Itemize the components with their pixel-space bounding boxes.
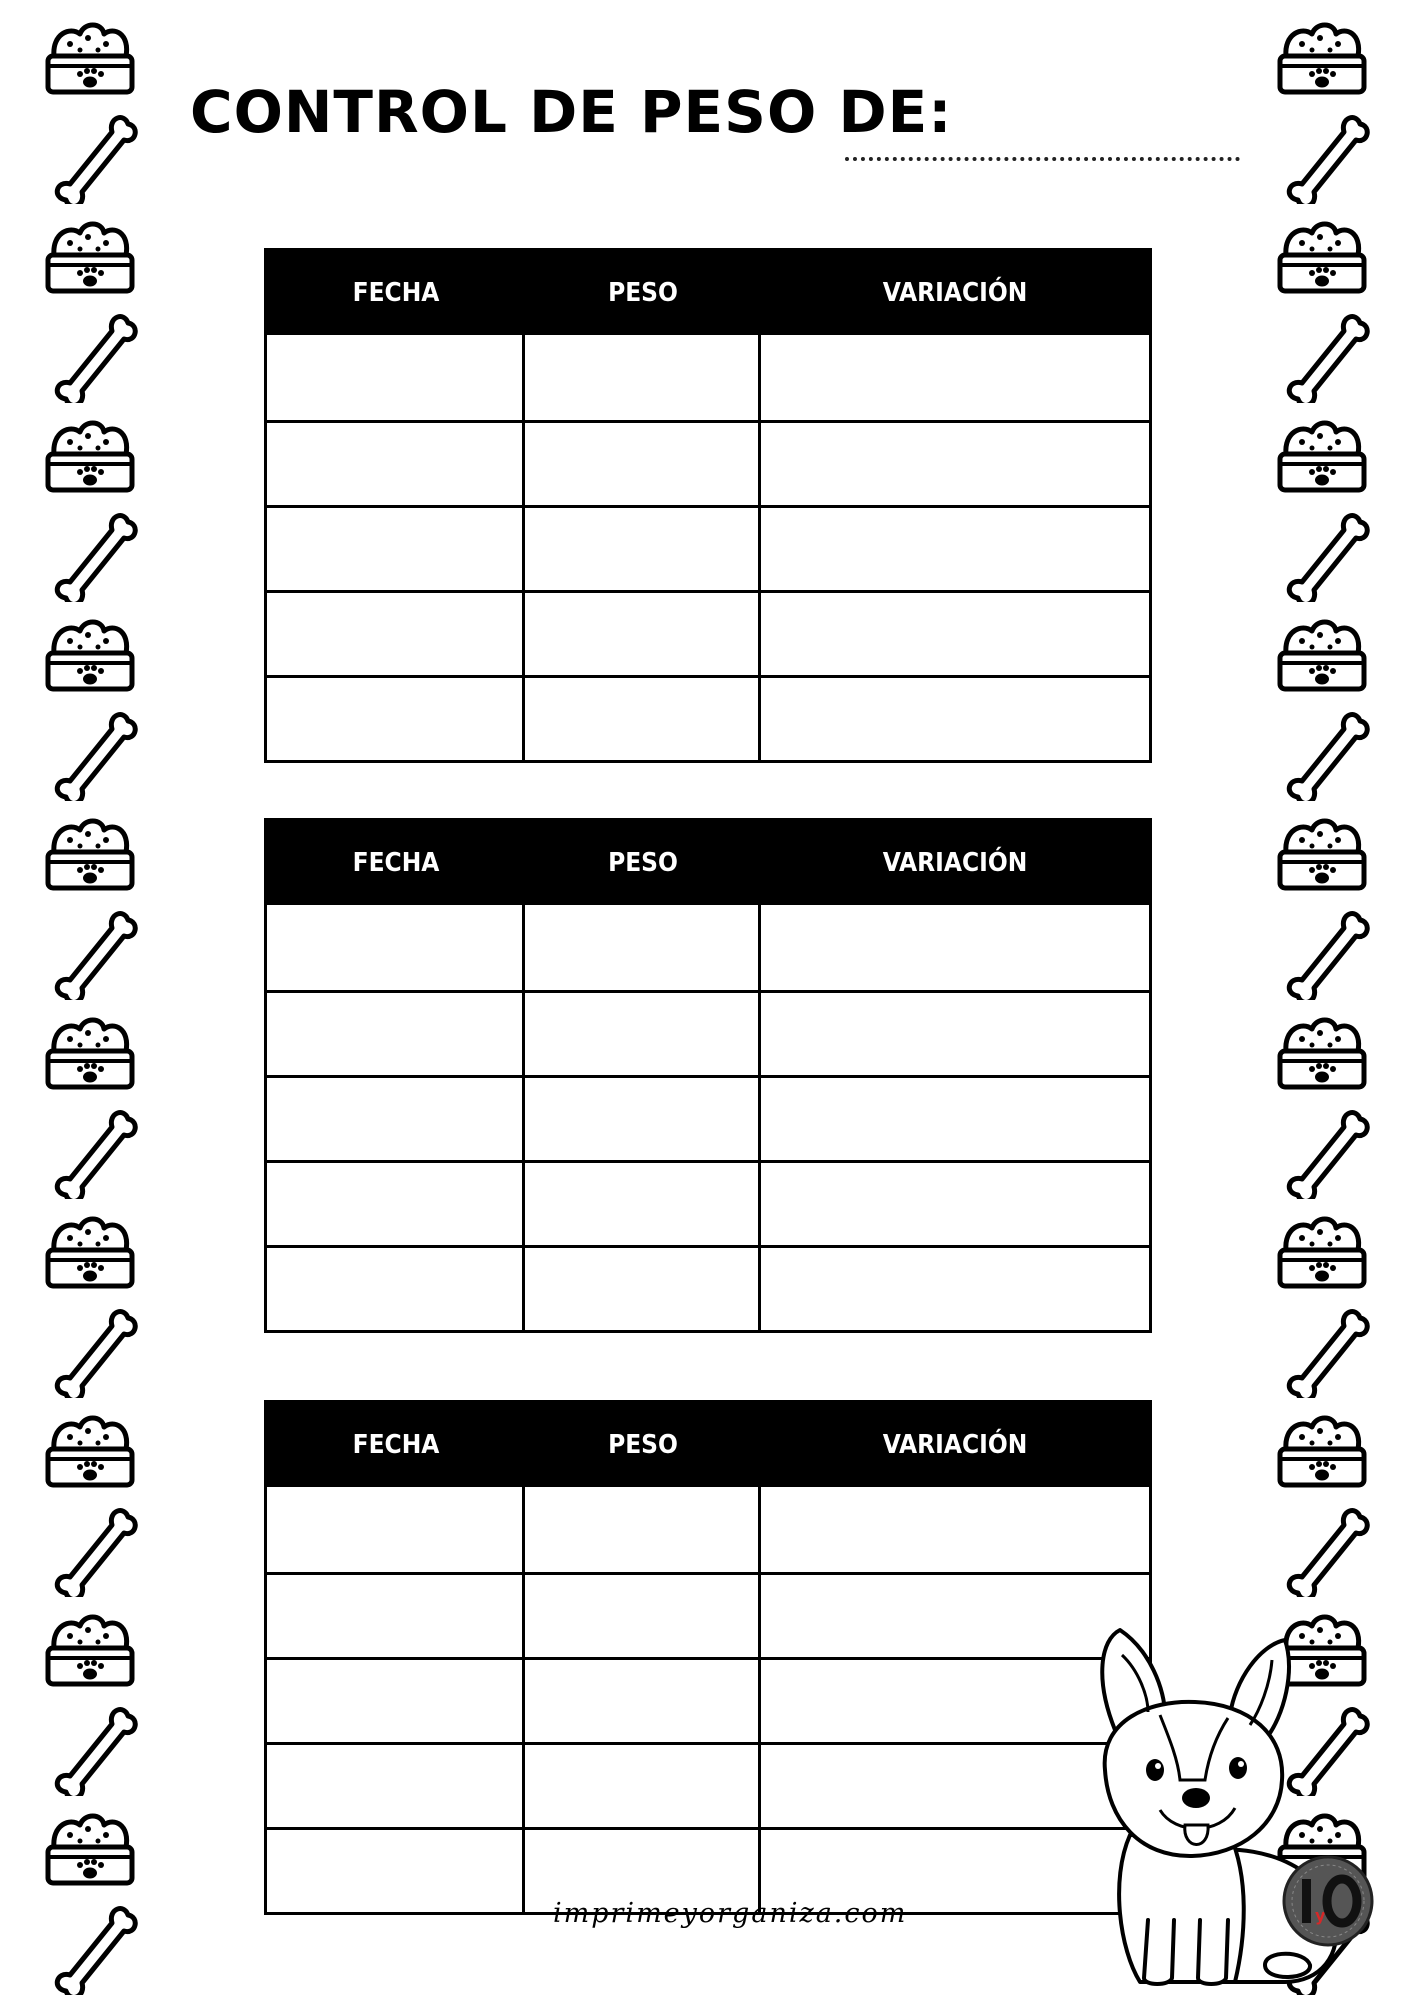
peso-cell[interactable] bbox=[525, 1163, 761, 1245]
header-variacion: VARIACIÓN bbox=[882, 848, 1028, 878]
table-header bbox=[267, 821, 1149, 905]
bone-icon bbox=[40, 303, 140, 403]
fecha-cell[interactable] bbox=[267, 1248, 525, 1330]
bone-icon bbox=[1272, 303, 1372, 403]
fecha-cell[interactable] bbox=[267, 593, 525, 675]
peso-cell[interactable] bbox=[525, 1660, 761, 1742]
fecha-cell[interactable] bbox=[267, 1745, 525, 1827]
food-bowl-icon bbox=[40, 402, 140, 502]
header-fecha: FECHA bbox=[352, 278, 440, 308]
table-row bbox=[267, 675, 1149, 760]
table-row bbox=[267, 990, 1149, 1075]
peso-cell[interactable] bbox=[525, 593, 761, 675]
food-bowl-icon bbox=[40, 1596, 140, 1696]
variacion-cell[interactable] bbox=[761, 1487, 1149, 1572]
table-row bbox=[267, 1742, 1149, 1827]
peso-cell[interactable] bbox=[525, 905, 761, 990]
fecha-cell[interactable] bbox=[267, 335, 525, 420]
iyo-logo bbox=[1282, 1855, 1374, 1947]
left-decorative-border bbox=[40, 0, 160, 2000]
bone-icon bbox=[1272, 701, 1372, 801]
food-bowl-icon bbox=[40, 4, 140, 104]
weight-table-3 bbox=[264, 1400, 1152, 1915]
table-row bbox=[267, 1075, 1149, 1160]
food-bowl-icon bbox=[40, 999, 140, 1099]
peso-cell[interactable] bbox=[525, 1078, 761, 1160]
bone-icon bbox=[40, 1099, 140, 1199]
food-bowl-icon bbox=[40, 1795, 140, 1895]
peso-cell[interactable] bbox=[525, 1248, 761, 1330]
page-title: CONTROL DE PESO DE: bbox=[190, 78, 953, 146]
table-row bbox=[267, 1160, 1149, 1245]
food-bowl-icon bbox=[1272, 999, 1372, 1099]
peso-cell[interactable] bbox=[525, 423, 761, 505]
peso-cell[interactable] bbox=[525, 1487, 761, 1572]
variacion-cell[interactable] bbox=[761, 593, 1149, 675]
bone-icon bbox=[40, 1696, 140, 1796]
bone-icon bbox=[1272, 1298, 1372, 1398]
fecha-cell[interactable] bbox=[267, 678, 525, 760]
bone-icon bbox=[40, 900, 140, 1000]
bone-icon bbox=[40, 1895, 140, 1995]
food-bowl-icon bbox=[40, 601, 140, 701]
fecha-cell[interactable] bbox=[267, 1575, 525, 1657]
variacion-cell[interactable] bbox=[761, 1078, 1149, 1160]
food-bowl-icon bbox=[40, 800, 140, 900]
food-bowl-icon bbox=[1272, 402, 1372, 502]
variacion-cell[interactable] bbox=[761, 678, 1149, 760]
fecha-cell[interactable] bbox=[267, 1078, 525, 1160]
peso-cell[interactable] bbox=[525, 1575, 761, 1657]
food-bowl-icon bbox=[1272, 1397, 1372, 1497]
variacion-cell[interactable] bbox=[761, 1163, 1149, 1245]
peso-cell[interactable] bbox=[525, 335, 761, 420]
food-bowl-icon bbox=[40, 1397, 140, 1497]
peso-cell[interactable] bbox=[525, 678, 761, 760]
variacion-cell[interactable] bbox=[761, 508, 1149, 590]
bone-icon bbox=[40, 1298, 140, 1398]
table-header bbox=[267, 1403, 1149, 1487]
table-row bbox=[267, 1657, 1149, 1742]
table-row bbox=[267, 335, 1149, 420]
header-peso: PESO bbox=[608, 278, 678, 308]
header-peso: PESO bbox=[608, 1430, 678, 1460]
table-header bbox=[267, 251, 1149, 335]
variacion-cell[interactable] bbox=[761, 1248, 1149, 1330]
variacion-cell[interactable] bbox=[761, 993, 1149, 1075]
fecha-cell[interactable] bbox=[267, 423, 525, 505]
header-variacion: VARIACIÓN bbox=[882, 1430, 1028, 1460]
fecha-cell[interactable] bbox=[267, 993, 525, 1075]
fecha-cell[interactable] bbox=[267, 1163, 525, 1245]
fecha-cell[interactable] bbox=[267, 1487, 525, 1572]
peso-cell[interactable] bbox=[525, 1745, 761, 1827]
peso-cell[interactable] bbox=[525, 993, 761, 1075]
bone-icon bbox=[1272, 900, 1372, 1000]
fecha-cell[interactable] bbox=[267, 1660, 525, 1742]
pet-name-dotted-line[interactable] bbox=[845, 157, 1240, 161]
variacion-cell[interactable] bbox=[761, 423, 1149, 505]
food-bowl-icon bbox=[1272, 601, 1372, 701]
food-bowl-icon bbox=[1272, 800, 1372, 900]
bone-icon bbox=[40, 701, 140, 801]
svg-text:y: y bbox=[1315, 1906, 1326, 1925]
bone-icon bbox=[1272, 1497, 1372, 1597]
food-bowl-icon bbox=[1272, 203, 1372, 303]
table-row bbox=[267, 590, 1149, 675]
bone-icon bbox=[40, 502, 140, 602]
food-bowl-icon bbox=[1272, 4, 1372, 104]
table-row bbox=[267, 1487, 1149, 1572]
bone-icon bbox=[1272, 104, 1372, 204]
bone-icon bbox=[40, 1497, 140, 1597]
table-row bbox=[267, 1245, 1149, 1330]
header-fecha: FECHA bbox=[352, 1430, 440, 1460]
bone-icon bbox=[1272, 1099, 1372, 1199]
table-row bbox=[267, 1572, 1149, 1657]
food-bowl-icon bbox=[1272, 1198, 1372, 1298]
weight-table-2 bbox=[264, 818, 1152, 1333]
header-variacion: VARIACIÓN bbox=[882, 278, 1028, 308]
fecha-cell[interactable] bbox=[267, 508, 525, 590]
table-row bbox=[267, 505, 1149, 590]
header-peso: PESO bbox=[608, 848, 678, 878]
bone-icon bbox=[40, 104, 140, 204]
weight-table-1 bbox=[264, 248, 1152, 763]
fecha-cell[interactable] bbox=[267, 905, 525, 990]
peso-cell[interactable] bbox=[525, 508, 761, 590]
table-row bbox=[267, 420, 1149, 505]
variacion-cell[interactable] bbox=[761, 905, 1149, 990]
fecha-cell[interactable] bbox=[267, 1830, 525, 1912]
food-bowl-icon bbox=[40, 1198, 140, 1298]
bone-icon bbox=[1272, 502, 1372, 602]
variacion-cell[interactable] bbox=[761, 335, 1149, 420]
food-bowl-icon bbox=[40, 203, 140, 303]
table-row bbox=[267, 905, 1149, 990]
header-fecha: FECHA bbox=[352, 848, 440, 878]
footer-website-url: imprimeyorganiza.com bbox=[553, 1898, 908, 1929]
